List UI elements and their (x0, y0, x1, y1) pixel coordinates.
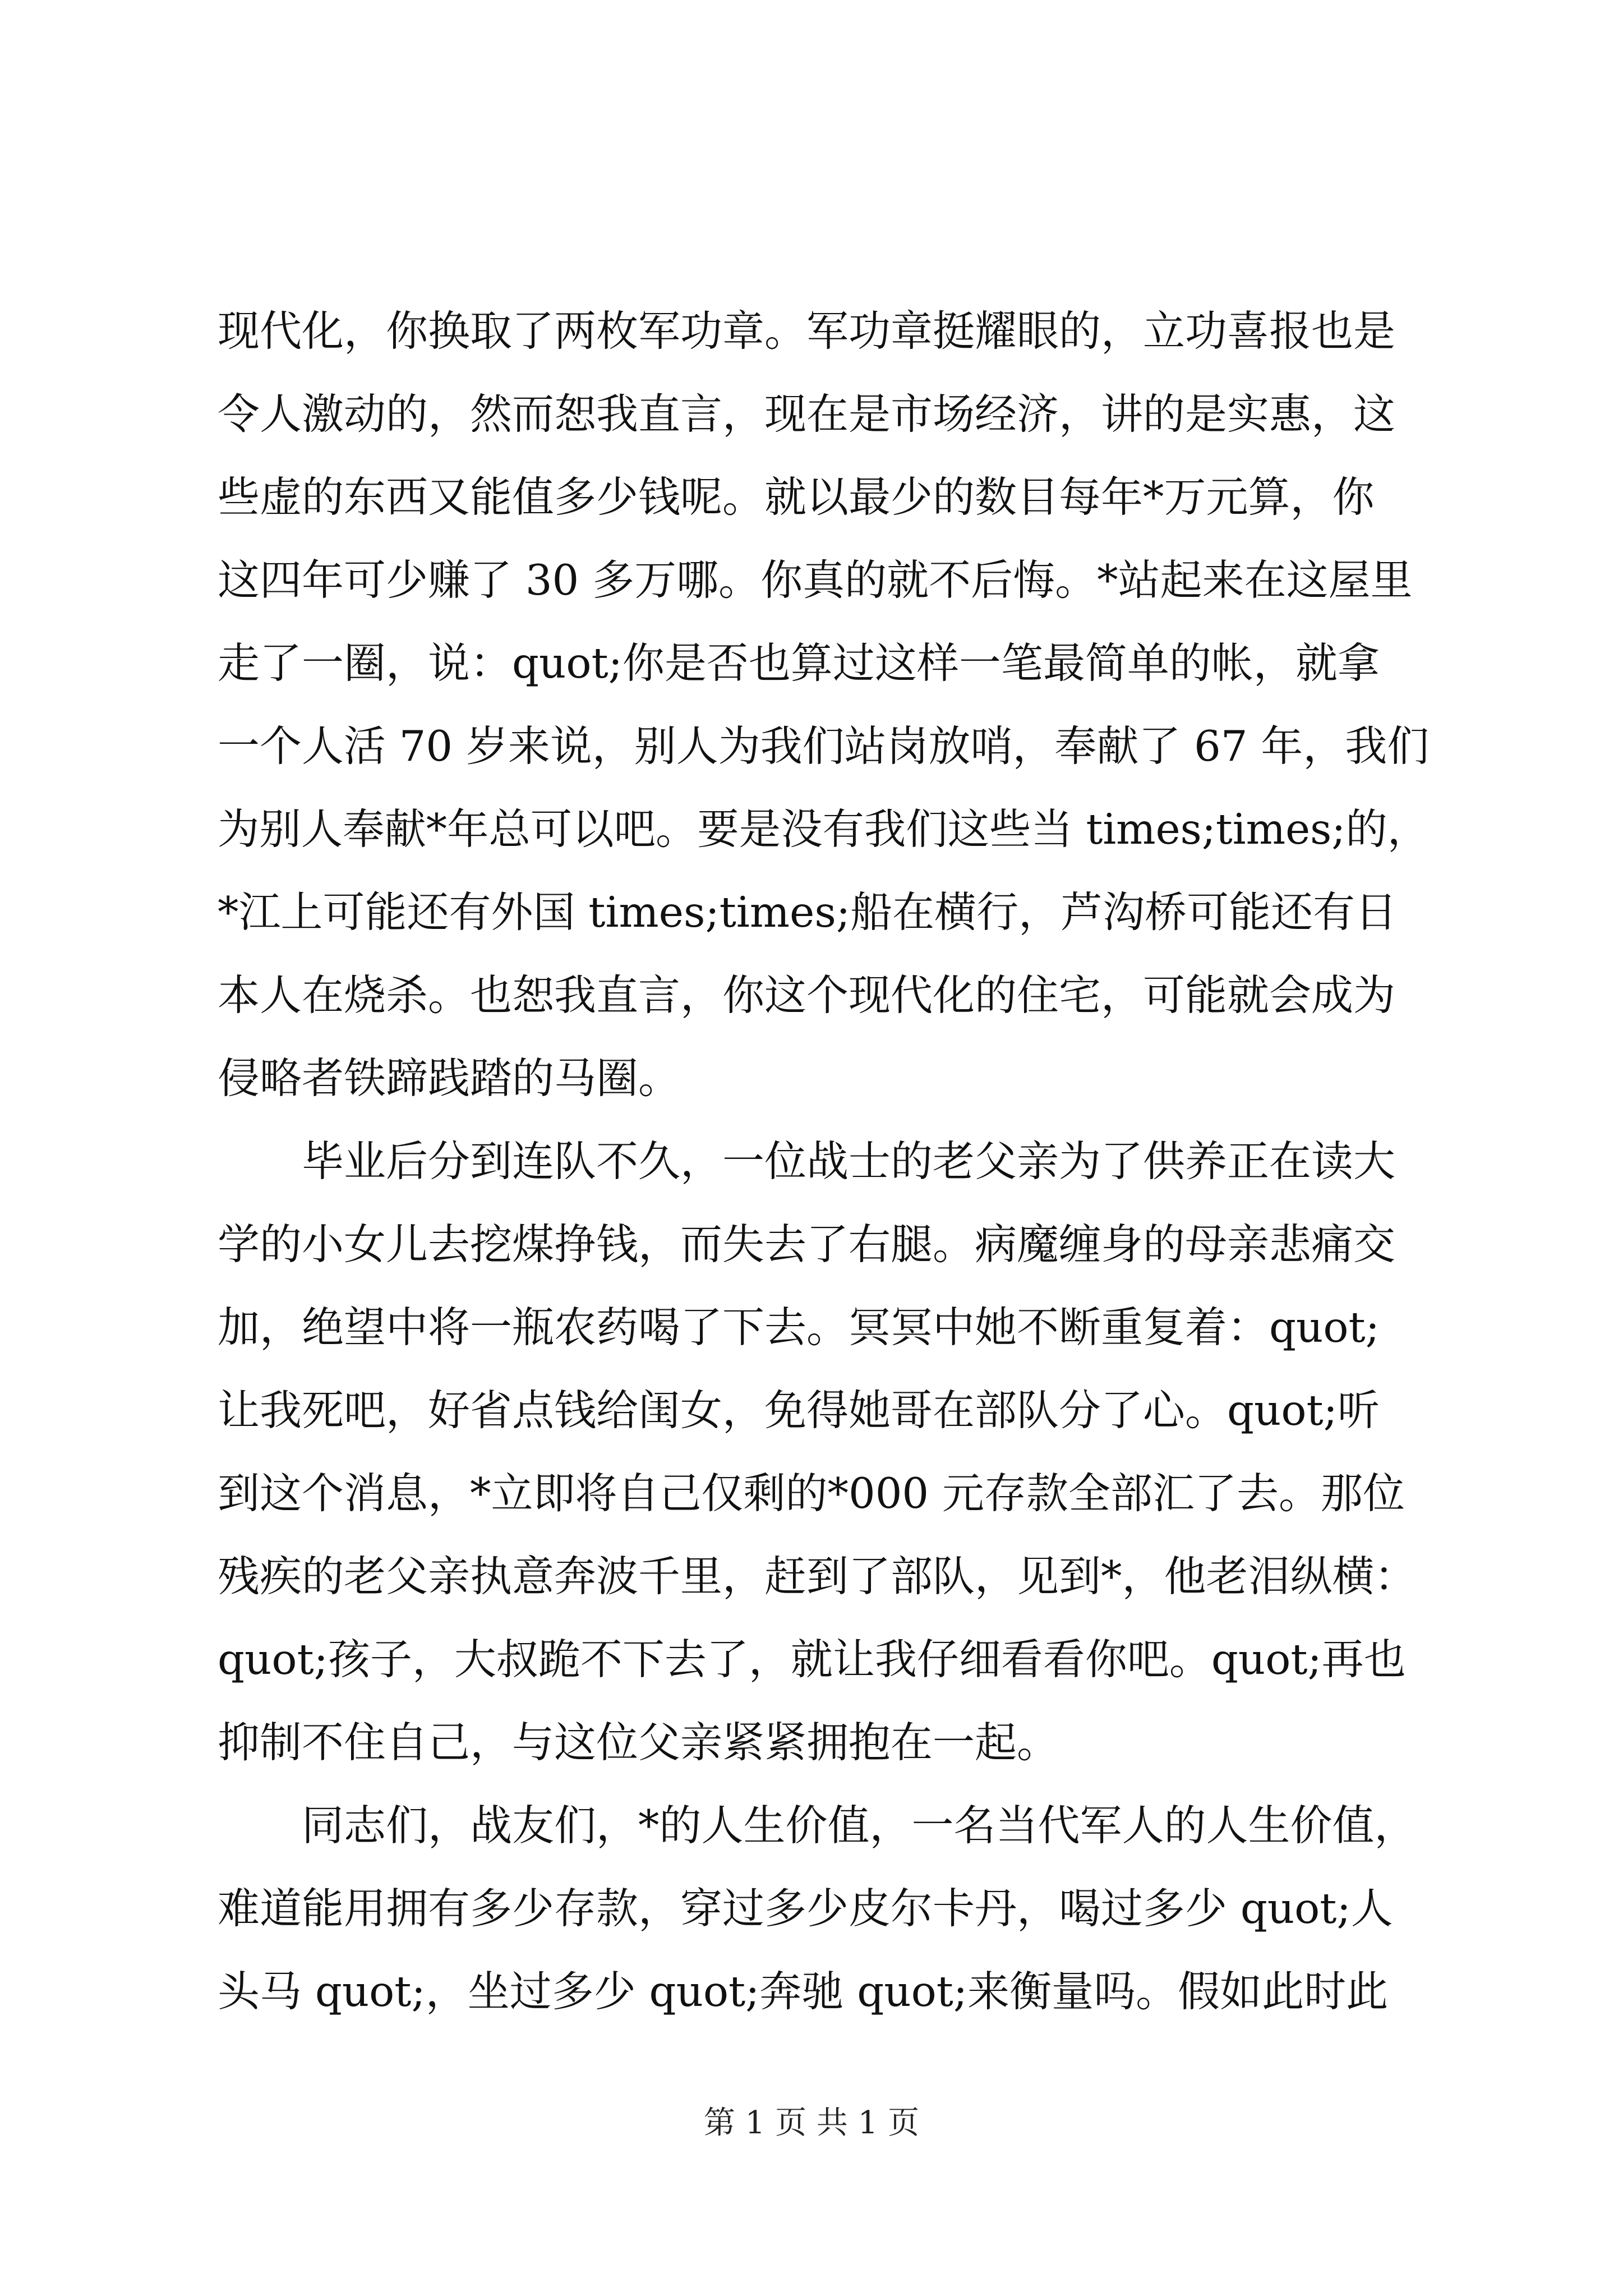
text-line: *江上可能还有外国 times;times;船在横行，芦沟桥可能还有日 (218, 887, 1398, 937)
text-line: 一个人活 70 岁来说，别人为我们站岗放哨，奉献了 67 年，我们 (218, 721, 1430, 771)
text-line: quot;孩子，大叔跪不下去了，就让我仔细看看你吧。quot;再也 (218, 1635, 1406, 1684)
text-line: 残疾的老父亲执意奔波千里，赶到了部队，见到*，他老泪纵横： (218, 1552, 1417, 1601)
text-line: 让我死吧，好省点钱给闺女，免得她哥在部队分了心。quot;听 (218, 1386, 1380, 1435)
text-line: 些虚的东西又能值多少钱呢。就以最少的数目每年*万元算，你 (218, 472, 1375, 522)
text-line: 毕业后分到连队不久，一位战士的老父亲为了供养正在读大 (302, 1137, 1396, 1186)
text-line: 走了一圈，说：quot;你是否也算过这样一笔最简单的帐，就拿 (218, 638, 1380, 688)
text-line: 到这个消息，*立即将自己仅剩的*000 元存款全部汇了去。那位 (218, 1469, 1405, 1518)
text-line: 这四年可少赚了 30 多万哪。你真的就不后悔。*站起来在这屋里 (218, 555, 1413, 605)
text-line: 令人激动的，然而恕我直言，现在是市场经济，讲的是实惠，这 (218, 389, 1396, 439)
text-line: 同志们，战友们，*的人生价值，一名当代军人的人生价值， (302, 1801, 1417, 1850)
text-line: 头马 quot;，坐过多少 quot;奔驰 quot;来衡量吗。假如此时此 (218, 1967, 1389, 2016)
text-line: 加，绝望中将一瓶农药喝了下去。冥冥中她不断重复着：quot; (218, 1303, 1380, 1352)
text-line: 为别人奉献*年总可以吧。要是没有我们这些当 times;times;的， (218, 804, 1430, 854)
text-line: 学的小女儿去挖煤挣钱，而失去了右腿。病魔缠身的母亲悲痛交 (218, 1220, 1396, 1269)
text-line: 现代化，你换取了两枚军功章。军功章挺耀眼的，立功喜报也是 (218, 306, 1396, 356)
text-line: 本人在烧杀。也恕我直言，你这个现代化的住宅，可能就会成为 (218, 970, 1396, 1020)
text-line: 抑制不住自己，与这位父亲紧紧拥抱在一起。 (218, 1718, 1059, 1767)
text-line: 难道能用拥有多少存款，穿过多少皮尔卡丹，喝过多少 quot;人 (218, 1884, 1393, 1933)
text-line: 侵略者铁蹄践踏的马圈。 (218, 1053, 681, 1103)
page-number-footer: 第 1 页 共 1 页 (703, 2105, 920, 2141)
